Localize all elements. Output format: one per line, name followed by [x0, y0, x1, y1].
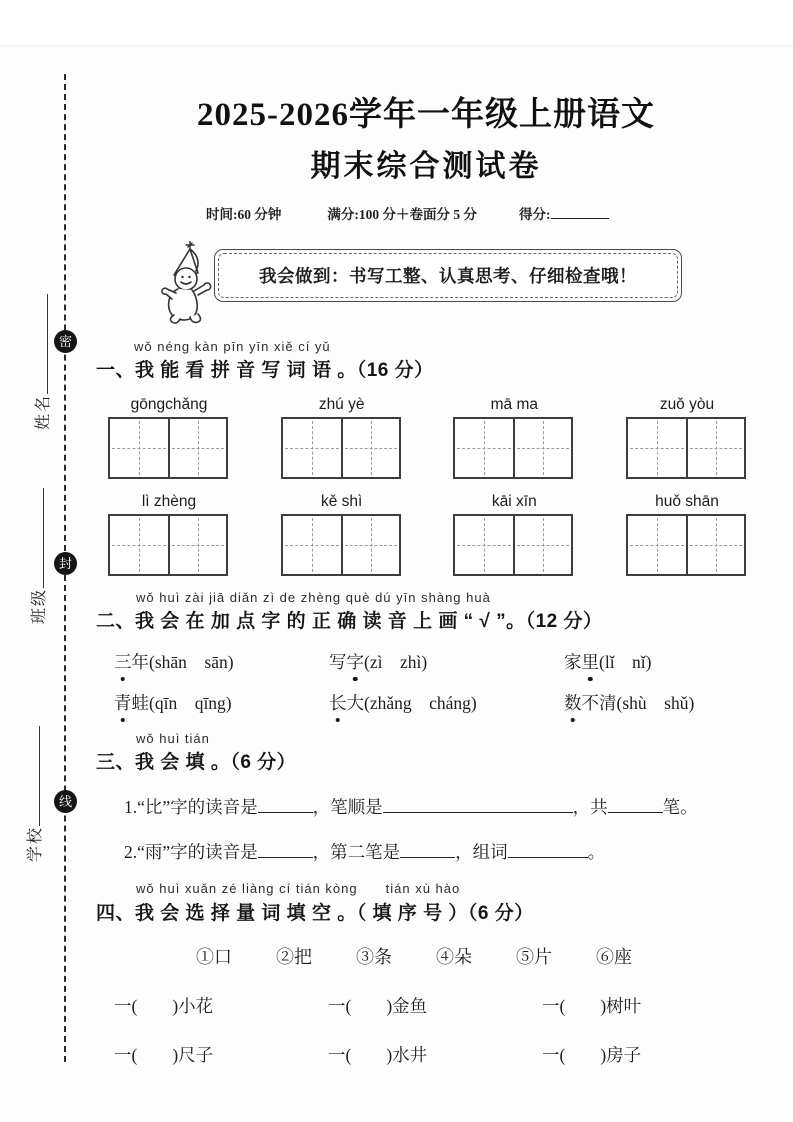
writing-grid	[108, 417, 228, 479]
measure-word-options	[196, 943, 756, 969]
section-2	[96, 590, 756, 715]
pinyin-grid-row-2	[108, 493, 748, 576]
seal-stamp-feng	[54, 552, 77, 575]
section-1-pinyin: wǒ néng kàn pīn yīn xiě cí yǔ	[134, 339, 331, 354]
class-label: 班级	[31, 587, 48, 624]
reading-item: 写字(zì zhì)	[329, 649, 564, 674]
word-pinyin: kāi xīn	[491, 493, 537, 510]
class-field	[26, 472, 49, 624]
writing-cell	[168, 419, 226, 477]
reading-options: (shān sān)	[149, 652, 234, 672]
reading-options: (shù shǔ)	[616, 693, 695, 713]
writing-grid	[626, 514, 746, 576]
dotted-char: 里	[582, 649, 600, 674]
section-2-pinyin: wǒ huì zài jiā diǎn zì de zhèng què dú yīn shàng huà	[136, 590, 491, 605]
fill-question-2: 2.“雨”字的读音是 ，第二笔是 ，组词 。	[124, 842, 606, 862]
dotted-char: 青	[114, 690, 132, 715]
section-3	[96, 731, 756, 864]
school-label: 学校	[27, 825, 44, 862]
writing-cell	[513, 419, 571, 477]
motto-banner	[214, 249, 682, 302]
fill-question-1: 1.“比”字的读音是 ，笔顺是 ，共 笔。	[124, 797, 698, 817]
motto-text: 我会做到：书写工整、认真思考、仔细检查哦！	[218, 253, 678, 298]
word-group	[108, 396, 230, 479]
writing-cell	[455, 516, 513, 574]
writing-cell	[513, 516, 571, 574]
writing-grid	[453, 514, 573, 576]
section-1	[96, 339, 756, 576]
reading-item: 长大(zhǎng cháng)	[329, 690, 564, 715]
blank-line	[258, 796, 313, 814]
word-group	[626, 396, 748, 479]
student-name-field	[30, 278, 53, 430]
reading-choice-row-1	[114, 649, 756, 674]
score-field	[519, 203, 609, 223]
name-blank-line	[34, 294, 48, 394]
name-label: 姓名	[35, 393, 52, 430]
full-score: 满分:100 分＋卷面分 5 分	[327, 207, 477, 222]
reading-options: (zì zhì)	[364, 652, 428, 672]
word-pinyin: huǒ shān	[655, 493, 719, 510]
fill-item: 一( )树叶	[542, 996, 642, 1016]
word-pinyin: zuǒ yòu	[659, 396, 715, 413]
dotted-char: 字	[347, 649, 365, 674]
option-6: ⑥座	[596, 947, 632, 967]
section-4	[96, 878, 756, 1067]
writing-cell	[110, 419, 168, 477]
writing-grid	[626, 417, 746, 479]
word-pinyin: kě shì	[320, 493, 363, 510]
reading-item: 青蛙(qīn qīng)	[114, 690, 329, 715]
reading-item: 家里(lǐ nǐ)	[564, 649, 652, 674]
section-3-heading: 三、我 会 填 。（6 分）	[96, 752, 297, 773]
school-field	[22, 710, 45, 862]
seal-stamp-mi	[54, 330, 77, 353]
score-blank-line	[551, 206, 609, 220]
time-limit: 时间:60 分钟	[206, 207, 282, 222]
blank-line	[608, 796, 663, 814]
section-1-heading: 一、我 能 看 拼 音 写 词 语 。（16 分）	[96, 360, 434, 381]
writing-cell	[686, 516, 744, 574]
writing-cell	[168, 516, 226, 574]
writing-cell	[455, 419, 513, 477]
reading-item: 数不清(shù shǔ)	[564, 690, 694, 715]
writing-cell	[628, 419, 686, 477]
fill-item: 一( )房子	[542, 1045, 642, 1065]
word-group	[453, 493, 575, 576]
writing-cell	[628, 516, 686, 574]
reading-choice-row-2	[114, 690, 756, 715]
writing-grid	[281, 417, 401, 479]
fill-item: 一( )尺子	[114, 1045, 214, 1065]
writing-cell	[283, 419, 341, 477]
writing-cell	[341, 419, 399, 477]
fill-item: 一( )小花	[114, 996, 214, 1016]
seal-char: 封	[58, 556, 72, 571]
section-4-heading: 四、我 会 选 择 量 词 填 空 。（ 填 序 号 ）（6 分）	[96, 903, 534, 924]
blank-line	[383, 796, 573, 814]
page-subtitle: 期末综合测试卷	[310, 150, 542, 183]
section-2-heading: 二、我 会 在 加 点 字 的 正 确 读 音 上 画 “ √ ”。（12 分）	[96, 611, 603, 632]
blank-line	[258, 841, 313, 859]
writing-grid	[453, 417, 573, 479]
exam-info-line	[96, 203, 756, 223]
word-pinyin: mā ma	[490, 396, 538, 413]
section-4-pinyin: wǒ huì xuǎn zé liàng cí tián kòng tián xù hào	[136, 881, 461, 896]
blank-line	[400, 841, 455, 859]
writing-cell	[341, 516, 399, 574]
writing-grid	[281, 514, 401, 576]
dotted-char: 长	[329, 690, 347, 715]
word-group	[453, 396, 575, 479]
writing-cell	[686, 419, 744, 477]
seal-stamp-xian	[54, 790, 77, 813]
reading-options: (zhǎng cháng)	[364, 693, 477, 713]
blank-line	[508, 841, 588, 859]
section-3-pinyin: wǒ huì tián	[136, 731, 210, 746]
fill-item: 一( )水井	[328, 1045, 428, 1065]
writing-cell	[283, 516, 341, 574]
clown-mascot-icon	[158, 241, 220, 327]
option-5: ⑤片	[516, 947, 552, 967]
word-group	[281, 493, 403, 576]
seal-char: 密	[58, 334, 72, 349]
measure-fill-row-1	[114, 993, 756, 1018]
school-blank-line	[26, 726, 40, 826]
fill-item: 一( )金鱼	[328, 996, 428, 1016]
word-group	[281, 396, 403, 479]
writing-cell	[110, 516, 168, 574]
option-2: ②把	[276, 947, 312, 967]
score-label: 得分:	[519, 207, 551, 222]
word-group	[626, 493, 748, 576]
page-title: 2025-2026学年一年级上册语文	[197, 97, 655, 133]
reading-options: (lǐ nǐ)	[599, 652, 652, 672]
word-pinyin: lì zhèng	[141, 493, 197, 510]
word-pinyin: gōngchǎng	[130, 396, 208, 413]
measure-fill-row-2	[114, 1042, 756, 1067]
writing-grid	[108, 514, 228, 576]
word-pinyin: zhú yè	[318, 396, 365, 413]
motto-banner-row	[96, 245, 756, 323]
reading-item: 三年(shān sān)	[114, 649, 329, 674]
word-group	[108, 493, 230, 576]
class-blank-line	[30, 488, 44, 588]
dotted-char: 三	[114, 649, 132, 674]
option-1: ①口	[196, 947, 232, 967]
option-4: ④朵	[436, 947, 472, 967]
seal-char: 线	[58, 794, 72, 809]
dotted-char: 数	[564, 690, 582, 715]
reading-options: (qīn qīng)	[149, 693, 232, 713]
option-3: ③条	[356, 947, 392, 967]
pinyin-grid-row-1	[108, 396, 748, 479]
